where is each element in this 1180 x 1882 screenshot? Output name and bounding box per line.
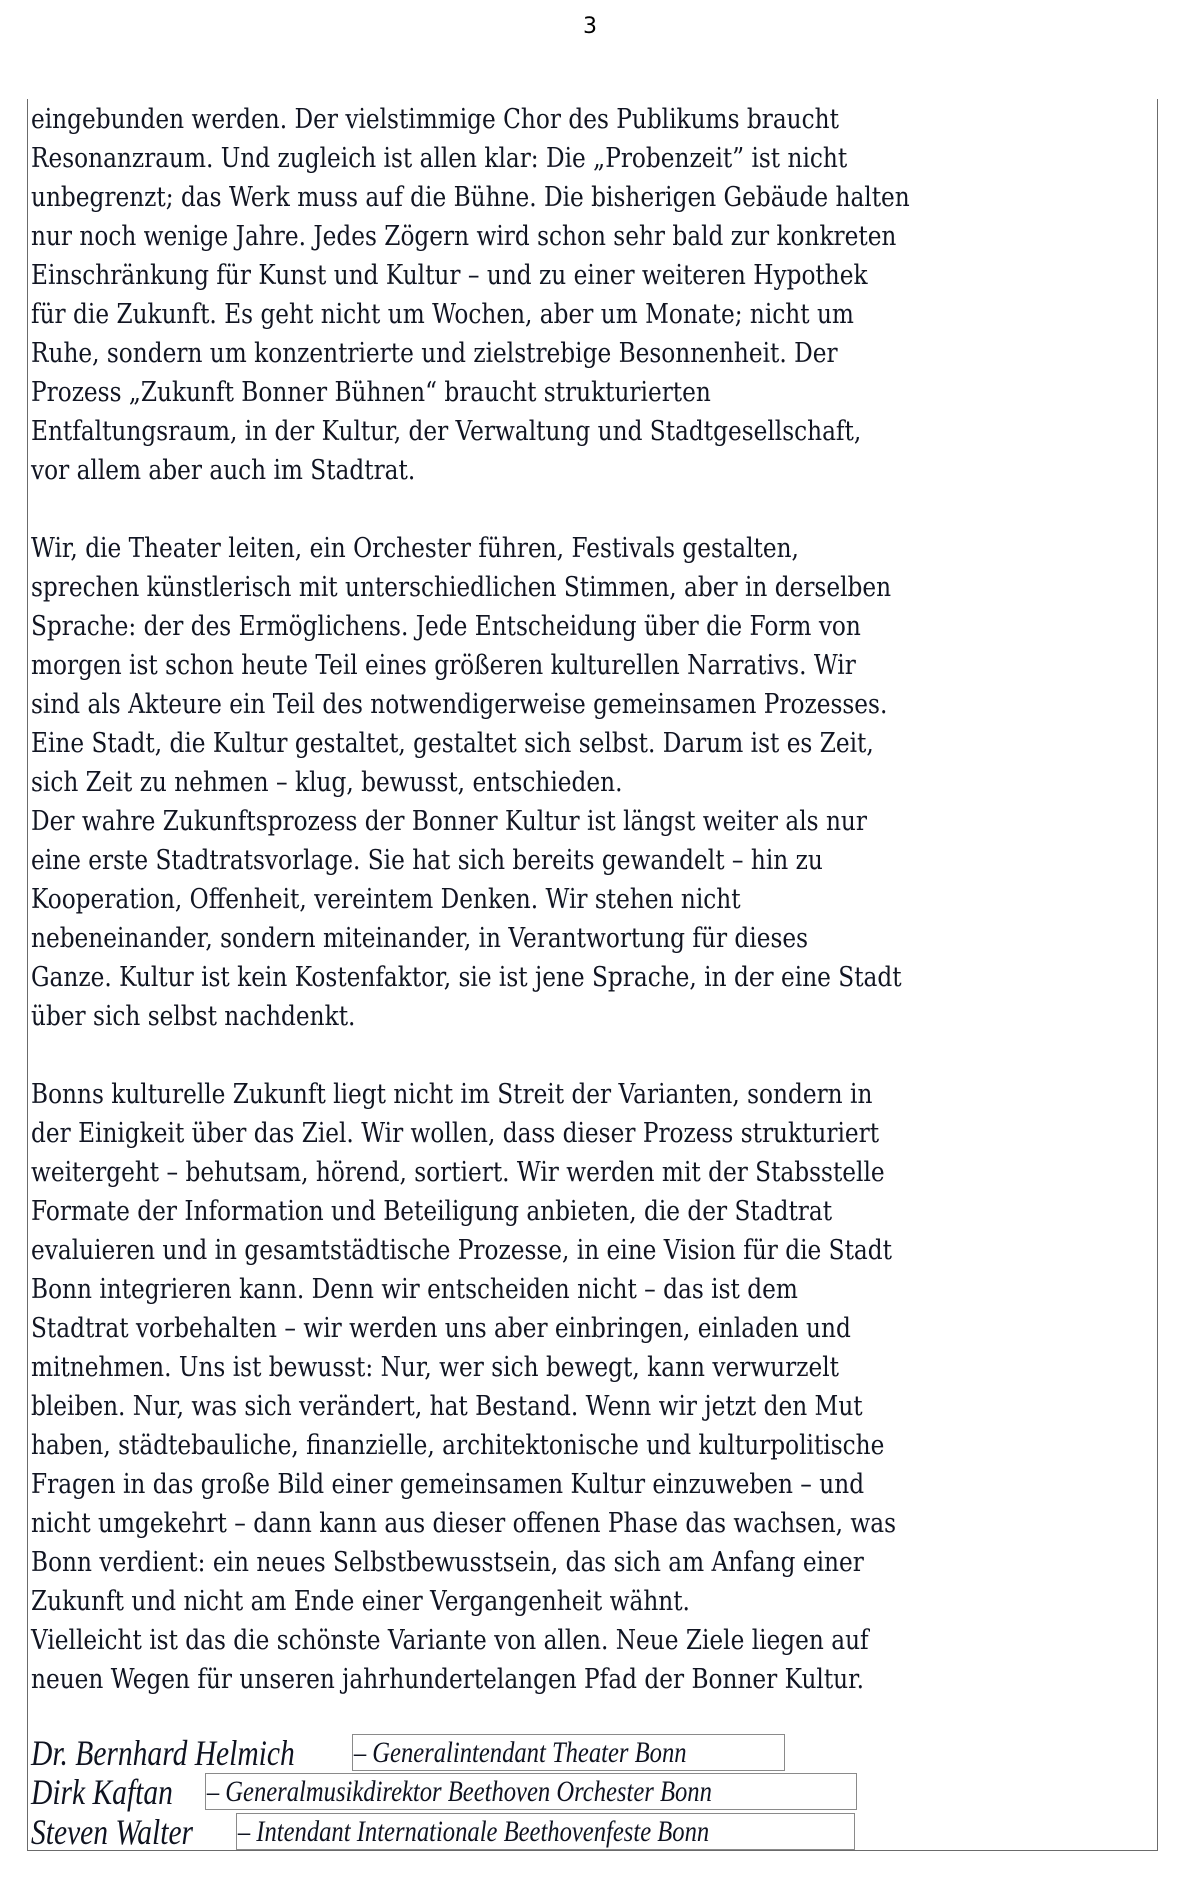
text-line: Bonn verdient: ein neues Selbstbewusstsein, das sich am Anfang einer bbox=[31, 1547, 864, 1578]
text-line: Stadtrat vorbehalten – wir werden uns aber einbringen, einladen und bbox=[31, 1313, 851, 1344]
text-line: sind als Akteure ein Teil des notwendigerweise gemeinsamen Prozesses. bbox=[31, 689, 888, 720]
text-line: sprechen künstlerisch mit unterschiedlichen Stimmen, aber in derselben bbox=[31, 572, 892, 603]
text-line: bleiben. Nur, was sich verändert, hat Bestand. Wenn wir jetzt den Mut bbox=[31, 1391, 863, 1422]
signatory-role-box[interactable] bbox=[352, 1734, 785, 1771]
text-line: Vielleicht ist das die schönste Variante von allen. Neue Ziele liegen auf bbox=[31, 1625, 869, 1656]
text-line: Ganze. Kultur ist kein Kostenfaktor, sie ist jene Sprache, in der eine Stadt bbox=[31, 962, 902, 993]
signatory-role: – Generalmusikdirektor Beethoven Orchester Bonn bbox=[206, 1775, 712, 1808]
text-line: nebeneinander, sondern miteinander, in Verantwortung für dieses bbox=[31, 923, 809, 954]
text-line: Bonn integrieren kann. Denn wir entscheiden nicht – das ist dem bbox=[31, 1274, 798, 1305]
paragraph bbox=[31, 1075, 1156, 1699]
text-line: morgen ist schon heute Teil eines größeren kulturellen Narrativs. Wir bbox=[31, 650, 856, 681]
text-line: Kooperation, Offenheit, vereintem Denken. Wir stehen nicht bbox=[31, 884, 741, 915]
text-line: Ruhe, sondern um konzentrierte und zielstrebige Besonnenheit. Der bbox=[31, 338, 838, 369]
paragraph-gap bbox=[31, 490, 1156, 529]
text-line: eine erste Stadtratsvorlage. Sie hat sich bereits gewandelt – hin zu bbox=[31, 845, 823, 876]
signatory-name: Steven Walter bbox=[31, 1812, 194, 1852]
text-line: nicht umgekehrt – dann kann aus dieser offenen Phase das wachsen, was bbox=[31, 1508, 897, 1539]
signatory-role: – Intendant Internationale Beethovenfeste Bonn bbox=[237, 1815, 710, 1848]
text-line: neuen Wegen für unseren jahrhundertelangen Pfad der Bonner Kultur. bbox=[31, 1664, 865, 1695]
text-line: Einschränkung für Kunst und Kultur – und zu einer weiteren Hypothek bbox=[31, 260, 868, 291]
paragraph bbox=[31, 100, 1156, 490]
text-line: Zukunft und nicht am Ende einer Vergangenheit wähnt. bbox=[31, 1586, 690, 1617]
signatory-role-box[interactable] bbox=[236, 1813, 855, 1850]
signatory-role-box[interactable] bbox=[205, 1773, 857, 1810]
text-line: haben, städtebauliche, finanzielle, architektonische und kulturpolitische bbox=[31, 1430, 885, 1461]
text-line: Sprache: der des Ermöglichens. Jede Entscheidung über die Form von bbox=[31, 611, 861, 642]
signatory-name: Dr. Bernhard Helmich bbox=[31, 1733, 295, 1773]
text-line: weitergeht – behutsam, hörend, sortiert. Wir werden mit der Stabsstelle bbox=[31, 1157, 885, 1188]
page-number: 3 bbox=[583, 14, 597, 39]
paragraph-gap bbox=[31, 1036, 1156, 1075]
text-line: Wir, die Theater leiten, ein Orchester führen, Festivals gestalten, bbox=[31, 533, 799, 564]
text-line: sich Zeit zu nehmen – klug, bewusst, entschieden. bbox=[31, 767, 623, 798]
text-line: Entfaltungsraum, in der Kultur, der Verwaltung und Stadtgesellschaft, bbox=[31, 416, 862, 447]
signatory-role: – Generalintendant Theater Bonn bbox=[353, 1736, 687, 1769]
letter-body bbox=[31, 100, 1156, 1738]
text-line: Fragen in das große Bild einer gemeinsamen Kultur einzuweben – und bbox=[31, 1469, 865, 1500]
text-line: für die Zukunft. Es geht nicht um Wochen, aber um Monate; nicht um bbox=[31, 299, 854, 330]
text-line: vor allem aber auch im Stadtrat. bbox=[31, 455, 416, 486]
text-line: evaluieren und in gesamtstädtische Prozesse, in eine Vision für die Stadt bbox=[31, 1235, 892, 1266]
text-line: über sich selbst nachdenkt. bbox=[31, 1001, 356, 1032]
text-line: eingebunden werden. Der vielstimmige Chor des Publikums braucht bbox=[31, 104, 839, 135]
text-line: Bonns kulturelle Zukunft liegt nicht im Streit der Varianten, sondern in bbox=[31, 1079, 873, 1110]
text-line: Eine Stadt, die Kultur gestaltet, gestaltet sich selbst. Darum ist es Zeit, bbox=[31, 728, 874, 759]
text-line: Formate der Information und Beteiligung anbieten, die der Stadtrat bbox=[31, 1196, 833, 1227]
text-line: der Einigkeit über das Ziel. Wir wollen, dass dieser Prozess strukturiert bbox=[31, 1118, 880, 1149]
paragraph bbox=[31, 529, 1156, 1036]
text-line: nur noch wenige Jahre. Jedes Zögern wird schon sehr bald zur konkreten bbox=[31, 221, 897, 252]
signatory-name: Dirk Kaftan bbox=[31, 1772, 173, 1812]
text-line: Prozess „Zukunft Bonner Bühnen“ braucht strukturierten bbox=[31, 377, 711, 408]
text-line: Der wahre Zukunftsprozess der Bonner Kultur ist längst weiter als nur bbox=[31, 806, 867, 837]
text-line: Resonanzraum. Und zugleich ist allen klar: Die „Probenzeit” ist nicht bbox=[31, 143, 848, 174]
text-line: unbegrenzt; das Werk muss auf die Bühne. Die bisherigen Gebäude halten bbox=[31, 182, 910, 213]
text-line: mitnehmen. Uns ist bewusst: Nur, wer sich bewegt, kann verwurzelt bbox=[31, 1352, 839, 1383]
